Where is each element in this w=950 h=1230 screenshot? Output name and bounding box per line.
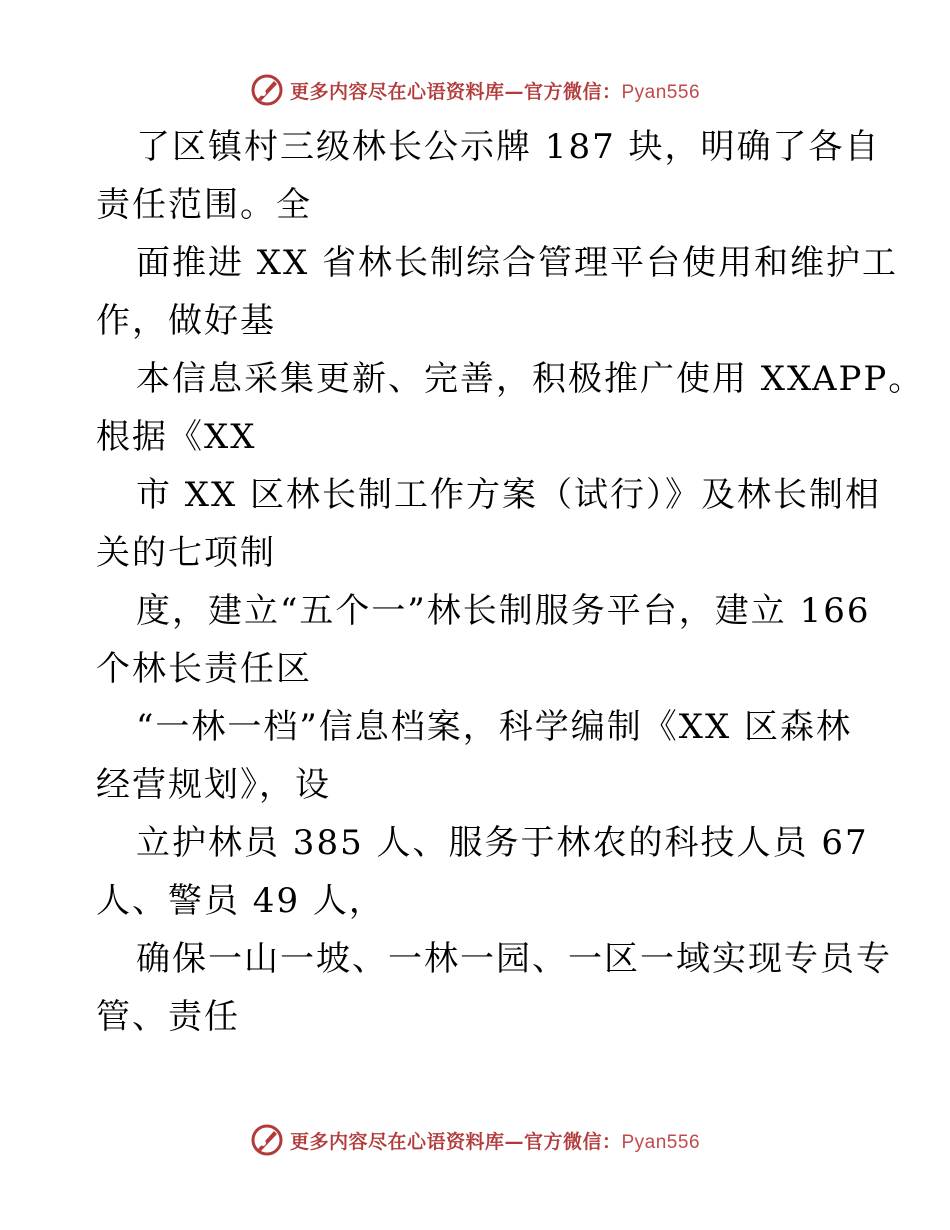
quill-pen-logo-icon [250,73,284,107]
document-body [96,118,925,1046]
quill-pen-logo-icon [250,1123,284,1157]
text-line: 市 XX 区林长制工作方案（试行）》及林长制相 [136,475,882,515]
text-line: 个林长责任区 [96,649,312,689]
header-watermark [0,70,950,110]
text-line: 关的七项制 [96,533,276,573]
text-line: 立护林员 385 人、服务于林农的科技人员 67 [136,823,869,863]
text-line: 人、警员 49 人， [96,881,385,921]
text-line: 责任范围。全 [96,185,312,225]
text-line: 作，做好基 [96,301,276,341]
text-line: 确保一山一坡、一林一园、一区一域实现专员专 [136,939,892,979]
text-line: 了区镇村三级林长公示牌 187 块，明确了各自 [136,127,881,167]
watermark-text: 更多内容尽在心语资料库—官方微信：Pyan556 [289,80,701,103]
text-line: 根据《XX [96,417,257,457]
text-line: 度，建立“五个一”林长制服务平台，建立 166 [136,591,871,631]
text-line: 面推进 XX 省林长制综合管理平台使用和维护工 [136,243,899,283]
text-line: “一林一档”信息档案，科学编制《XX 区森林 [136,707,852,747]
text-line: 经营规划》，设 [96,765,331,805]
text-line: 管、责任 [96,997,240,1037]
footer-watermark [0,1120,950,1160]
text-line: 本信息采集更新、完善，积极推广使用 XXAPP。 [136,359,925,399]
watermark-text: 更多内容尽在心语资料库—官方微信：Pyan556 [289,1130,701,1153]
